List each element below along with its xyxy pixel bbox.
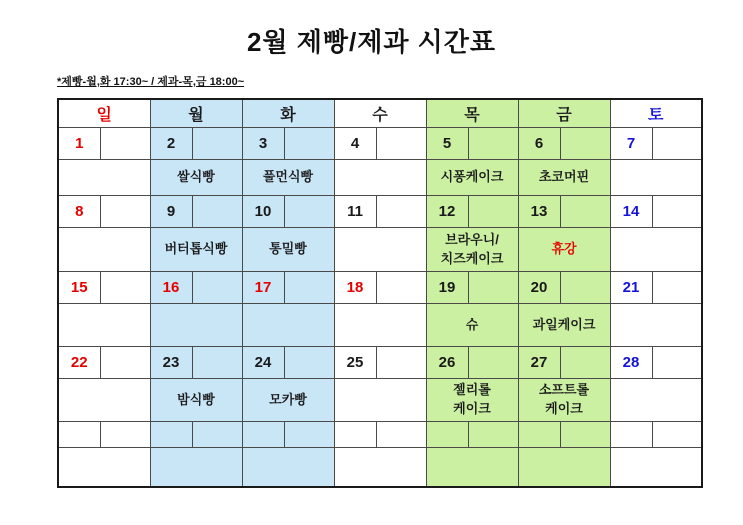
date-cell-20: 20	[518, 272, 560, 304]
date-note-cell	[100, 196, 150, 228]
date-cell-12: 12	[426, 196, 468, 228]
date-note-cell	[376, 128, 426, 160]
date-row-week-1	[58, 128, 702, 160]
menu-item-line: 쌀식빵	[177, 169, 215, 185]
item-cell-fri-week-5	[518, 448, 610, 488]
menu-item-line: 소프트롤	[538, 382, 590, 398]
menu-item-line: 모카빵	[269, 391, 307, 407]
date-note-cell	[468, 196, 518, 228]
menu-item-line: 풀먼식빵	[262, 169, 314, 185]
date-note-cell	[468, 422, 518, 448]
item-cell-sun-week-4	[58, 379, 150, 422]
item-cell-mon-week-3	[150, 304, 242, 347]
date-cell-6: 6	[518, 128, 560, 160]
item-cell-fri-week-4	[518, 379, 610, 422]
item-cell-sun-week-1	[58, 160, 150, 196]
date-note-cell	[284, 347, 334, 379]
date-note-cell	[192, 347, 242, 379]
date-cell-23: 23	[150, 347, 192, 379]
date-note-cell	[192, 196, 242, 228]
date-cell-27: 27	[518, 347, 560, 379]
date-note-cell	[652, 272, 702, 304]
date-cell-empty	[610, 422, 652, 448]
date-cell-17: 17	[242, 272, 284, 304]
weekday-header-wed: 수	[334, 99, 426, 128]
date-cell-19: 19	[426, 272, 468, 304]
item-cell-thu-week-4	[426, 379, 518, 422]
item-cell-thu-week-2	[426, 228, 518, 272]
date-note-cell	[652, 196, 702, 228]
date-cell-16: 16	[150, 272, 192, 304]
date-note-cell	[468, 128, 518, 160]
date-cell-empty	[150, 422, 192, 448]
calendar-table	[57, 98, 703, 488]
date-note-cell	[468, 272, 518, 304]
date-cell-24: 24	[242, 347, 284, 379]
item-cell-mon-week-2	[150, 228, 242, 272]
item-cell-sat-week-5	[610, 448, 702, 488]
date-cell-4: 4	[334, 128, 376, 160]
date-note-cell	[284, 128, 334, 160]
item-cell-tue-week-1	[242, 160, 334, 196]
date-cell-22: 22	[58, 347, 100, 379]
menu-item-line: 초코머핀	[538, 169, 590, 185]
item-cell-mon-week-5	[150, 448, 242, 488]
date-note-cell	[560, 196, 610, 228]
date-cell-28: 28	[610, 347, 652, 379]
schedule-note: *제빵-월,화 17:30~ / 제과-목,금 18:00~	[57, 76, 245, 88]
date-cell-18: 18	[334, 272, 376, 304]
date-row-week-5	[58, 422, 702, 448]
date-cell-3: 3	[242, 128, 284, 160]
date-note-cell	[468, 347, 518, 379]
item-cell-wed-week-2	[334, 228, 426, 272]
item-cell-sat-week-2	[610, 228, 702, 272]
menu-item-line: 브라우니/	[445, 231, 499, 247]
date-note-cell	[192, 128, 242, 160]
item-cell-wed-week-5	[334, 448, 426, 488]
menu-item-line: 과일케이크	[532, 316, 596, 332]
date-note-cell	[560, 272, 610, 304]
weekday-header-row	[58, 99, 702, 128]
menu-item-line: 젤리롤	[453, 382, 491, 398]
date-cell-10: 10	[242, 196, 284, 228]
date-note-cell	[284, 422, 334, 448]
date-cell-2: 2	[150, 128, 192, 160]
menu-item-line: 케이크	[453, 401, 491, 416]
item-cell-sun-week-5	[58, 448, 150, 488]
item-cell-sun-week-2	[58, 228, 150, 272]
weekday-header-sun: 일	[58, 99, 150, 128]
date-cell-1: 1	[58, 128, 100, 160]
weekday-header-mon: 월	[150, 99, 242, 128]
date-cell-empty	[426, 422, 468, 448]
date-cell-21: 21	[610, 272, 652, 304]
item-cell-fri-week-3	[518, 304, 610, 347]
weekday-header-fri: 금	[518, 99, 610, 128]
date-note-cell	[560, 128, 610, 160]
menu-item-line: 케이크	[545, 401, 583, 416]
date-note-cell	[100, 272, 150, 304]
page-title: 2월 제빵/제과 시간표	[246, 27, 497, 57]
date-cell-8: 8	[58, 196, 100, 228]
menu-item-line: 버터톱식빵	[164, 241, 228, 257]
item-cell-tue-week-3	[242, 304, 334, 347]
date-note-cell	[192, 272, 242, 304]
item-cell-sun-week-3	[58, 304, 150, 347]
date-note-cell	[652, 422, 702, 448]
date-note-cell	[652, 128, 702, 160]
menu-item-line: 치즈케이크	[440, 250, 504, 266]
date-note-cell	[284, 196, 334, 228]
date-note-cell	[560, 422, 610, 448]
date-note-cell	[376, 347, 426, 379]
menu-item-line: 휴강	[551, 241, 577, 257]
date-cell-13: 13	[518, 196, 560, 228]
date-cell-14: 14	[610, 196, 652, 228]
item-cell-wed-week-4	[334, 379, 426, 422]
date-note-cell	[376, 196, 426, 228]
date-cell-11: 11	[334, 196, 376, 228]
date-cell-26: 26	[426, 347, 468, 379]
date-row-week-4	[58, 347, 702, 379]
item-cell-fri-week-2	[518, 228, 610, 272]
date-cell-empty	[58, 422, 100, 448]
item-cell-sat-week-4	[610, 379, 702, 422]
date-row-week-2	[58, 196, 702, 228]
item-cell-thu-week-3	[426, 304, 518, 347]
date-cell-9: 9	[150, 196, 192, 228]
date-note-cell	[652, 347, 702, 379]
menu-item-line: 통밀빵	[269, 241, 307, 257]
date-row-week-3	[58, 272, 702, 304]
item-cell-sat-week-3	[610, 304, 702, 347]
item-cell-wed-week-3	[334, 304, 426, 347]
weekday-header-tue: 화	[242, 99, 334, 128]
date-note-cell	[100, 422, 150, 448]
date-cell-5: 5	[426, 128, 468, 160]
date-cell-empty	[242, 422, 284, 448]
item-cell-fri-week-1	[518, 160, 610, 196]
item-cell-tue-week-5	[242, 448, 334, 488]
item-cell-mon-week-1	[150, 160, 242, 196]
date-cell-empty	[334, 422, 376, 448]
item-row-week-4	[58, 379, 702, 422]
date-note-cell	[284, 272, 334, 304]
date-note-cell	[100, 128, 150, 160]
item-cell-tue-week-4	[242, 379, 334, 422]
item-row-week-1	[58, 160, 702, 196]
item-row-week-3	[58, 304, 702, 347]
menu-item-line: 슈	[465, 316, 479, 332]
date-note-cell	[192, 422, 242, 448]
date-cell-15: 15	[58, 272, 100, 304]
menu-item-line: 밤식빵	[177, 391, 215, 407]
item-cell-sat-week-1	[610, 160, 702, 196]
date-note-cell	[376, 272, 426, 304]
item-cell-tue-week-2	[242, 228, 334, 272]
menu-item-line: 시퐁케이크	[440, 169, 504, 185]
date-cell-empty	[518, 422, 560, 448]
date-cell-7: 7	[610, 128, 652, 160]
item-cell-wed-week-1	[334, 160, 426, 196]
item-row-week-2	[58, 228, 702, 272]
item-cell-thu-week-1	[426, 160, 518, 196]
weekday-header-thu: 목	[426, 99, 518, 128]
item-cell-mon-week-4	[150, 379, 242, 422]
item-cell-thu-week-5	[426, 448, 518, 488]
date-note-cell	[560, 347, 610, 379]
date-cell-25: 25	[334, 347, 376, 379]
date-note-cell	[376, 422, 426, 448]
item-row-week-5	[58, 448, 702, 488]
weekday-header-sat: 토	[610, 99, 702, 128]
date-note-cell	[100, 347, 150, 379]
